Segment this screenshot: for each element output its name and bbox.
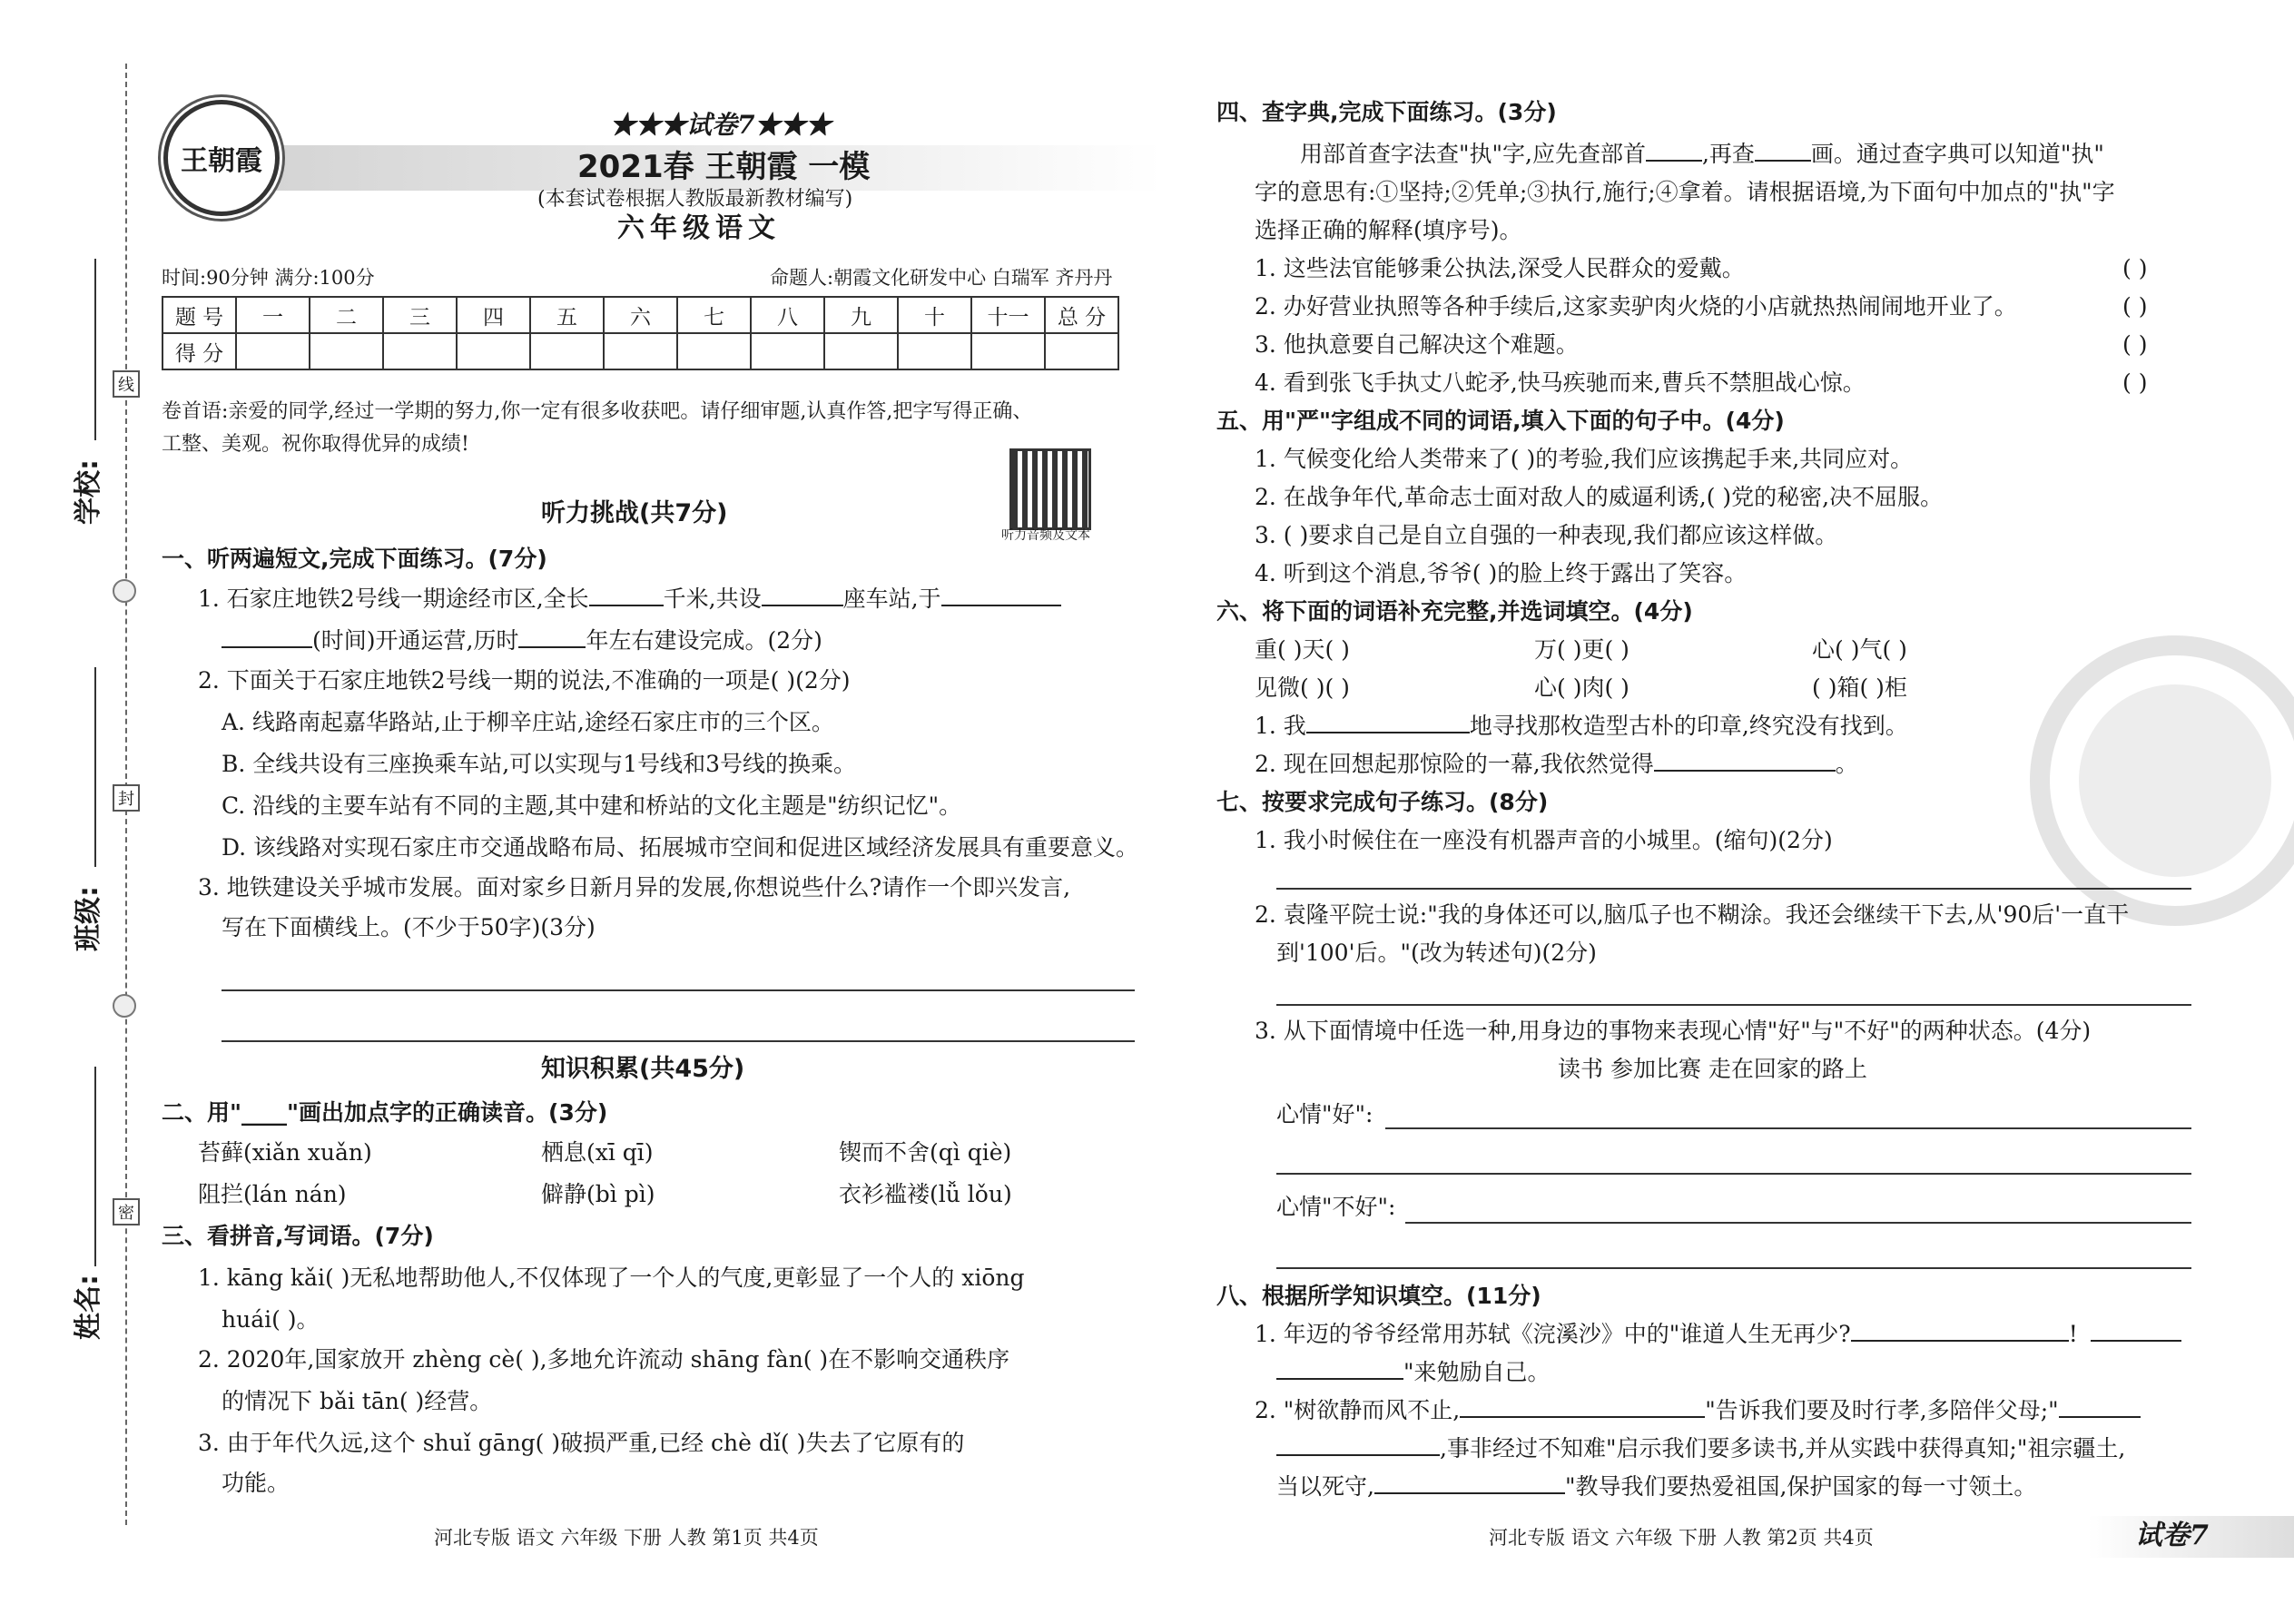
q7-1: 1. 我小时候住在一座没有机器声音的小城里。(缩句)(2分)	[1255, 827, 1833, 853]
idiom[interactable]: ( )箱( )柜	[1812, 674, 1907, 701]
q4-item: 1. 这些法官能够秉公执法,深受人民群众的爱戴。	[1255, 255, 1745, 281]
hole-icon	[113, 579, 136, 603]
score-cell: 八	[751, 297, 824, 333]
answer-blank[interactable]	[1851, 1316, 2069, 1342]
idiom[interactable]: 见微( )( )	[1255, 674, 1350, 701]
q5-item: 1. 气候变化给人类带来了( )的考验,我们应该携起手来,共同应对。	[1255, 446, 1914, 472]
q3-heading: 三、看拼音,写词语。(7分)	[162, 1223, 434, 1249]
answer-blank[interactable]	[2059, 1393, 2141, 1418]
pinyin-item[interactable]: 栖息(xī qī)	[541, 1139, 654, 1166]
seal-mark-feng: 封	[113, 784, 140, 812]
answer-line[interactable]	[222, 1040, 1135, 1042]
answer-blank[interactable]	[1276, 1431, 1440, 1456]
q3-line: 的情况下 bǎi tān( )经营。	[222, 1388, 493, 1414]
q8-2-cont: 当以死守, "教导我们要热爱祖国,保护国家的每一寸领土。	[1276, 1469, 2036, 1505]
answer-line[interactable]	[1276, 1173, 2191, 1175]
class-field[interactable]	[94, 667, 96, 867]
exam-note: (本套试卷根据人教版最新教材编写)	[537, 188, 853, 211]
answer-blank[interactable]	[1460, 1393, 1705, 1418]
answer-blank[interactable]	[1755, 136, 1811, 162]
q5-heading: 五、用"严"字组成不同的词语,填入下面的句子中。(4分)	[1216, 408, 1785, 434]
paper-number: ★★★试卷7★★★	[610, 110, 832, 140]
score-input[interactable]	[751, 333, 824, 369]
score-input[interactable]	[677, 333, 751, 369]
paper-badge: 试卷7	[2135, 1520, 2209, 1551]
q5-item: 2. 在战争年代,革命志士面对敌人的威逼利诱,( )党的秘密,决不屈服。	[1255, 484, 1944, 510]
exam-title: 2021春 王朝霞 一模	[577, 149, 871, 185]
answer-blank[interactable]	[1276, 1354, 1403, 1380]
score-label: 得 分	[162, 333, 236, 369]
answer-line[interactable]	[1276, 888, 2191, 890]
answer-paren[interactable]: ( )	[2122, 369, 2148, 396]
q1-2: 2. 下面关于石家庄地铁2号线一期的说法,不准确的一项是( )(2分)	[198, 667, 851, 694]
pinyin-item[interactable]: 僻静(bì pì)	[541, 1181, 655, 1207]
q8-1-cont: "来勉励自己。	[1276, 1354, 1551, 1391]
answer-blank[interactable]	[1374, 1469, 1565, 1494]
answer-line[interactable]	[1385, 1127, 2191, 1129]
q4-heading: 四、查字典,完成下面练习。(3分)	[1216, 99, 1557, 125]
answer-line[interactable]	[222, 989, 1135, 991]
q6-sentence: 2. 现在回想起那惊险的一幕,我依然觉得 。	[1255, 746, 1858, 782]
qr-caption: 听力音频及文本	[1001, 528, 1090, 543]
answer-blank[interactable]	[762, 581, 843, 606]
q8-1: 1. 年迈的爷爷经常用苏轼《浣溪沙》中的"谁道人生无再少? !	[1255, 1316, 2181, 1353]
score-cell: 五	[530, 297, 604, 333]
q4-item: 4. 看到张飞手执丈八蛇矛,快马疾驰而来,曹兵不禁胆战心惊。	[1255, 369, 1866, 396]
answer-line[interactable]	[1276, 1004, 2191, 1006]
score-input[interactable]	[898, 333, 971, 369]
option-c: C. 沿线的主要车站有不同的主题,其中建和桥站的文化主题是"纺织记忆"。	[222, 792, 962, 819]
answer-blank[interactable]	[1654, 746, 1836, 772]
q3-line: 功能。	[222, 1470, 290, 1496]
name-label: 姓名:	[73, 1275, 104, 1340]
seal-mark-xian: 线	[113, 370, 140, 398]
footer-right: 河北专版 语文 六年级 下册 人教 第2页 共4页	[1489, 1527, 1874, 1549]
q7-scenes: 读书 参加比赛 走在回家的路上	[1558, 1056, 1867, 1082]
pinyin-item[interactable]: 衣衫褴褛(lǚ lǒu)	[839, 1181, 1012, 1207]
score-table-header	[162, 297, 1118, 333]
option-b: B. 全线共设有三座换乘车站,可以实现与1号线和3号线的换乘。	[222, 751, 857, 777]
confidential-seal-inner	[2079, 684, 2271, 877]
intro-line: 卷首语:亲爱的同学,经过一学期的努力,你一定有很多收获吧。请仔细审题,认真作答,把字写得正确、	[162, 400, 1033, 423]
answer-line[interactable]	[1405, 1222, 2191, 1224]
q3-line: huái( )。	[222, 1306, 320, 1333]
q4-intro: 用部首查字法查"执"字,应先查部首 ,再查 画。通过查字典可以知道"执"	[1300, 136, 2104, 172]
pinyin-item[interactable]: 阻拦(lán nán)	[198, 1181, 347, 1207]
q5-item: 4. 听到这个消息,爷爷( )的脸上终于露出了笑容。	[1255, 560, 1748, 586]
score-cell: 十一	[971, 297, 1045, 333]
idiom[interactable]: 心( )肉( )	[1534, 674, 1629, 701]
name-field[interactable]	[94, 1067, 96, 1266]
answer-blank[interactable]	[2091, 1316, 2181, 1342]
answer-blank[interactable]	[1306, 708, 1470, 733]
idiom[interactable]: 心( )气( )	[1812, 636, 1907, 663]
mood-bad-label: 心情"不好":	[1276, 1194, 1396, 1220]
footer-left: 河北专版 语文 六年级 下册 人教 第1页 共4页	[434, 1527, 819, 1549]
q4-intro-3: 选择正确的解释(填序号)。	[1255, 217, 1522, 243]
authors: 命题人:朝霞文化研发中心 白瑞军 齐丹丹	[770, 267, 1113, 289]
q4-intro-2: 字的意思有:①坚持;②凭单;③执行,施行;④拿着。请根据语境,为下面句中加点的"执"字	[1255, 179, 2115, 205]
answer-blank[interactable]	[222, 623, 312, 648]
answer-blank[interactable]	[518, 623, 586, 648]
score-cell: 九	[824, 297, 898, 333]
q1-3-cont: 写在下面横线上。(不少于50字)(3分)	[222, 914, 596, 940]
listening-section-title: 听力挑战(共7分)	[541, 499, 728, 527]
option-d: D. 该线路对实现石家庄市交通战略布局、拓展城市空间和促进区域经济发展具有重要意义。	[222, 834, 1139, 861]
answer-paren[interactable]: ( )	[2122, 255, 2148, 281]
score-cell: 三	[383, 297, 457, 333]
score-input[interactable]	[383, 333, 457, 369]
q7-2-cont: 到'100'后。"(改为转述句)(2分)	[1276, 940, 1597, 966]
q4-item: 3. 他执意要自己解决这个难题。	[1255, 331, 1579, 358]
q8-2-cont: ,事非经过不知难"启示我们要多读书,并从实践中获得真知;"祖宗疆土,	[1276, 1431, 2125, 1467]
time-score: 时间:90分钟 满分:100分	[162, 267, 375, 289]
mood-good-label: 心情"好":	[1276, 1101, 1373, 1127]
score-input[interactable]	[604, 333, 677, 369]
answer-blank[interactable]	[589, 581, 664, 606]
hole-icon	[113, 994, 136, 1018]
q1-3: 3. 地铁建设关乎城市发展。面对家乡日新月异的发展,你想说些什么?请作一个即兴发言,	[198, 874, 1071, 901]
score-table	[162, 296, 1119, 370]
score-cell: 十	[898, 297, 971, 333]
answer-paren[interactable]: ( )	[2122, 331, 2148, 358]
q3-line: 1. kāng kǎi( )无私地帮助他人,不仅体现了一个人的气度,更彰显了一个人的 xiōng	[198, 1265, 1025, 1291]
score-cell: 一	[236, 297, 310, 333]
pinyin-item[interactable]: 苔藓(xiǎn xuǎn)	[198, 1139, 372, 1166]
score-input[interactable]	[530, 333, 604, 369]
answer-paren[interactable]: ( )	[2122, 293, 2148, 320]
score-cell: 七	[677, 297, 751, 333]
answer-line[interactable]	[1276, 1267, 2191, 1269]
q6-heading: 六、将下面的词语补充完整,并选词填空。(4分)	[1216, 598, 1693, 625]
answer-blank[interactable]	[941, 581, 1061, 606]
q1-line1: 1. 石家庄地铁2号线一期途经市区,全长 千米,共设 座车站,于	[198, 581, 1061, 617]
pinyin-item[interactable]: 锲而不舍(qì qiè)	[839, 1139, 1012, 1166]
school-field[interactable]	[94, 259, 96, 440]
idiom[interactable]: 万( )更( )	[1534, 636, 1629, 663]
q7-heading: 七、按要求完成句子练习。(8分)	[1216, 789, 1549, 815]
idiom[interactable]: 重( )天( )	[1255, 636, 1350, 663]
score-cell: 四	[457, 297, 530, 333]
q6-sentence: 1. 我 地寻找那枚造型古朴的印章,终究没有找到。	[1255, 708, 1908, 744]
class-label: 班级:	[73, 886, 104, 951]
score-cell: 二	[310, 297, 383, 333]
intro-line: 工整、美观。祝你取得优异的成绩!	[162, 433, 469, 456]
option-a: A. 线路南起嘉华路站,止于柳辛庄站,途经石家庄市的三个区。	[222, 709, 834, 735]
q8-heading: 八、根据所学知识填空。(11分)	[1216, 1283, 1541, 1309]
subject-title: 六年级语文	[617, 212, 781, 244]
q1-line2: (时间)开通运营,历时 年左右建设完成。(2分)	[222, 623, 822, 659]
q2-heading: 二、用"____"画出加点字的正确读音。(3分)	[162, 1099, 608, 1126]
q3-line: 3. 由于年代久远,这个 shuǐ gāng( )破损严重,已经 chè dǐ( )失去了它原有的	[198, 1430, 965, 1456]
knowledge-section-title: 知识积累(共45分)	[541, 1055, 745, 1083]
score-cell: 总 分	[1045, 297, 1118, 333]
score-cell: 题 号	[162, 297, 236, 333]
logo-text: 王朝霞	[181, 145, 262, 177]
q3-line: 2. 2020年,国家放开 zhèng cè( ),多地允许流动 shāng fàn( )在不影响交通秩序	[198, 1346, 1010, 1373]
score-table-row	[162, 333, 1118, 369]
score-input[interactable]	[457, 333, 530, 369]
score-input[interactable]	[824, 333, 898, 369]
score-input[interactable]	[1045, 333, 1118, 369]
score-input[interactable]	[310, 333, 383, 369]
answer-blank[interactable]	[1646, 136, 1702, 162]
q7-3: 3. 从下面情境中任选一种,用身边的事物来表现心情"好"与"不好"的两种状态。(4分)	[1255, 1018, 2092, 1044]
q1-heading: 一、听两遍短文,完成下面练习。(7分)	[162, 546, 547, 572]
school-label: 学校:	[73, 459, 104, 525]
q7-2: 2. 袁隆平院士说:"我的身体还可以,脑瓜子也不糊涂。我还会继续干下去,从'90后'一直干	[1255, 901, 2130, 928]
q5-item: 3. ( )要求自己是自立自强的一种表现,我们都应该这样做。	[1255, 522, 1838, 548]
logo-badge	[163, 100, 280, 216]
seal-mark-mi: 密	[113, 1198, 140, 1225]
score-cell: 六	[604, 297, 677, 333]
q4-item: 2. 办好营业执照等各种手续后,这家卖驴肉火烧的小店就热热闹闹地开业了。	[1255, 293, 2017, 320]
score-input[interactable]	[971, 333, 1045, 369]
score-input[interactable]	[236, 333, 310, 369]
q8-2: 2. "树欲静而风不止, "告诉我们要及时行孝,多陪伴父母;"	[1255, 1393, 2141, 1429]
